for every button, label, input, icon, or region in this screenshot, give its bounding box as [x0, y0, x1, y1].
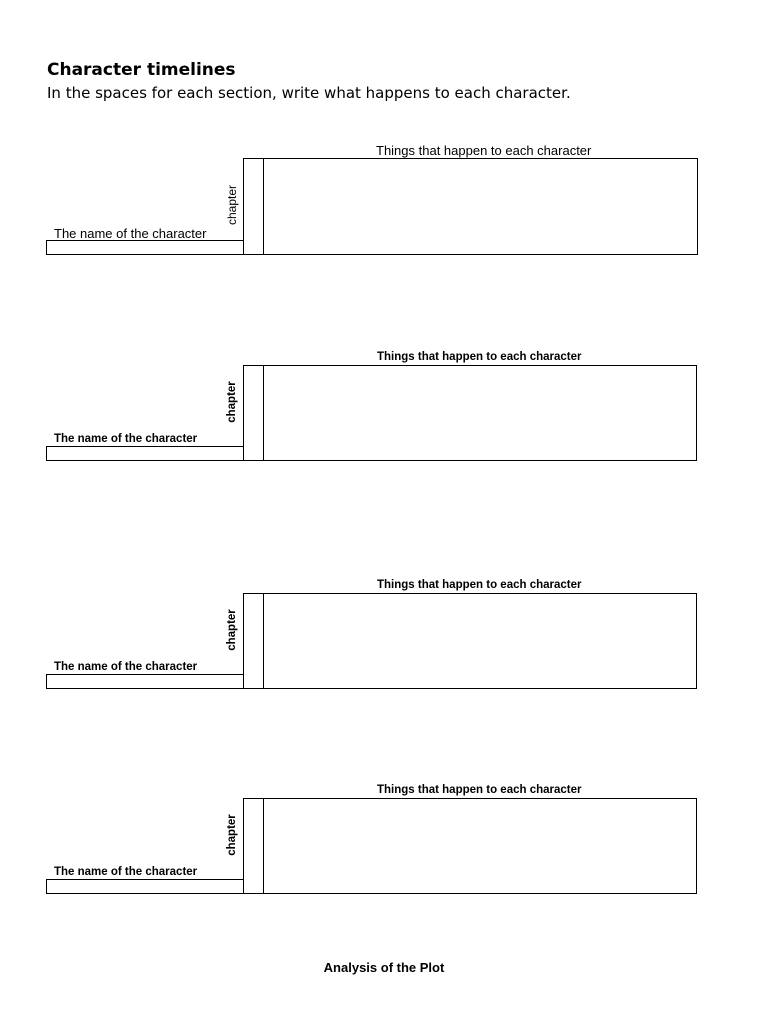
page-footer: Analysis of the Plot [323, 960, 445, 975]
page-instructions: In the spaces for each section, write what happens to each character. [47, 84, 571, 102]
chapter-label: chapter [226, 609, 238, 651]
name-label: The name of the character [54, 661, 198, 673]
chapter-label: chapter [226, 381, 238, 423]
events-field[interactable] [264, 593, 697, 689]
chapter-field[interactable] [243, 158, 264, 255]
events-label: Things that happen to each character [377, 579, 582, 591]
chapter-field[interactable] [243, 365, 264, 461]
chapter-label: chapter [225, 184, 239, 226]
name-field[interactable] [46, 446, 244, 461]
events-field[interactable] [264, 158, 698, 255]
name-field[interactable] [46, 674, 244, 689]
events-field[interactable] [264, 798, 697, 894]
chapter-field[interactable] [243, 798, 264, 894]
events-label: Things that happen to each character [376, 143, 592, 158]
events-field[interactable] [264, 365, 697, 461]
name-label: The name of the character [54, 866, 198, 878]
page-title: Character timelines [47, 60, 236, 80]
chapter-field[interactable] [243, 593, 264, 689]
character-timeline [0, 783, 768, 893]
name-field[interactable] [46, 879, 244, 894]
name-label: The name of the character [54, 433, 198, 445]
chapter-label: chapter [226, 814, 238, 856]
character-timeline [0, 350, 768, 460]
events-label: Things that happen to each character [377, 351, 582, 363]
name-label: The name of the character [54, 226, 207, 241]
name-field[interactable] [46, 240, 244, 255]
events-label: Things that happen to each character [377, 784, 582, 796]
character-timeline [0, 143, 768, 253]
character-timeline [0, 578, 768, 688]
